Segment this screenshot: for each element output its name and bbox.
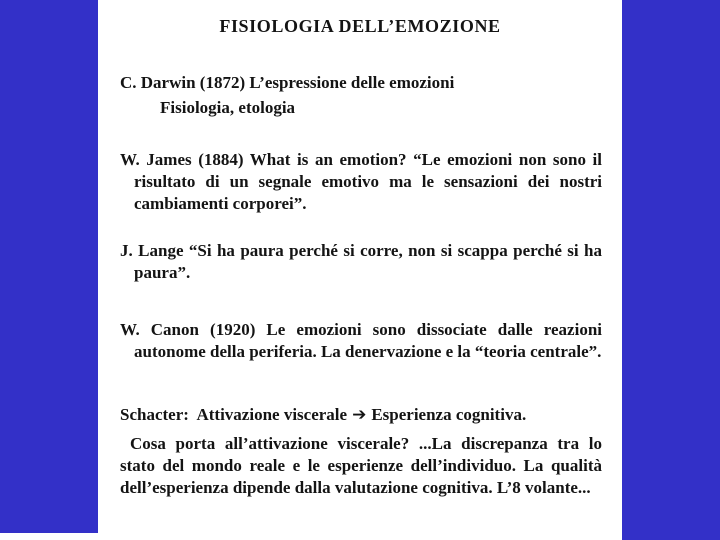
left-border-bar [0,0,98,533]
schacter-line [120,404,602,426]
james-paragraph: W. James (1884) What is an emotion? “Le emozioni non sono il risultato di un segnale emotivo ma le sensazioni dei nostri cambiamenti corporei”. [120,150,602,213]
canon-paragraph: W. Canon (1920) Le emozioni sono dissociate dalle reazioni autonome della periferia. La denervazione e la “teoria centrale”. [120,320,602,361]
schacter-before-arrow: Schacter: Attivazione viscerale [120,405,348,424]
right-arrow-icon: ➔ [352,405,367,425]
lange-paragraph: J. Lange “Si ha paura perché si corre, non si scappa perché si ha paura”. [120,241,602,282]
schacter-after-arrow: Esperienza cognitiva. [371,405,527,424]
darwin-heading: C. Darwin (1872) L’espressione delle emozioni [120,73,455,92]
darwin-subline: Fisiologia, etologia [160,98,296,117]
right-border-bar [622,0,720,540]
slide-content [98,0,622,540]
slide-title: FISIOLOGIA DELL’EMOZIONE [219,16,501,36]
cosa-paragraph: Cosa porta all’attivazione viscerale? ...La discrepanza tra lo stato del mondo reale e le esperienze dell’individuo. La qualità dell’esperienza dipende dalla valutazione cognitiva. L’8 volante... [120,434,602,497]
